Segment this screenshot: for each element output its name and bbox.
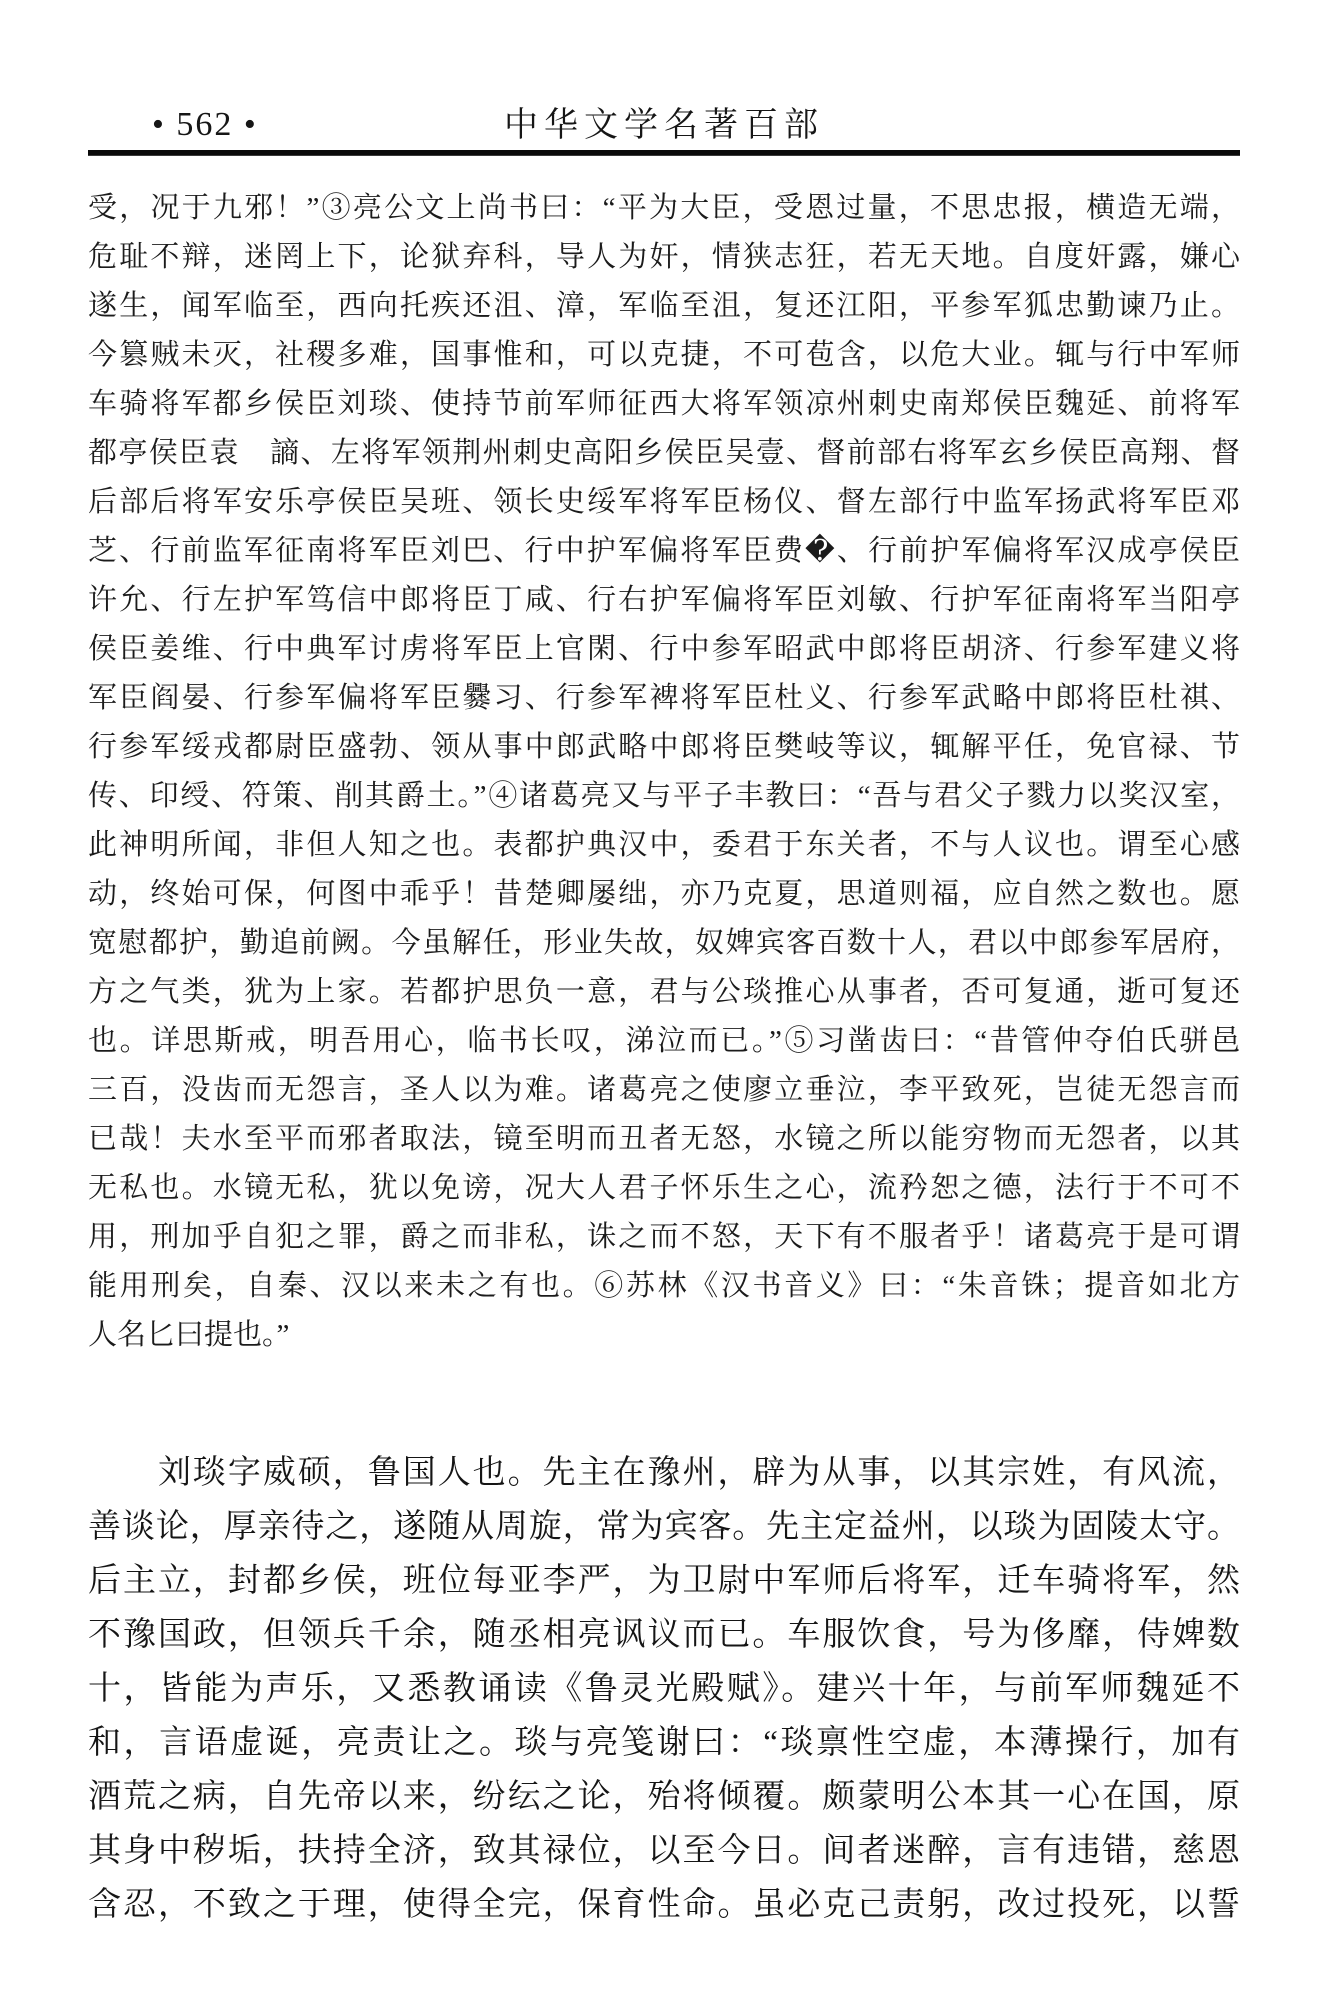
text-line: 侯臣姜维、行中典军讨虏将军臣上官閑、行中参军昭武中郎将臣胡济、行参军建义将 — [88, 633, 1240, 665]
text-line: 此神明所闻，非但人知之也。表都护典汉中，委君于东关者，不与人议也。谓至心感 — [88, 829, 1240, 861]
text-line: 今篡贼未灭，社稷多难，国事惟和，可以克捷，不可苞含，以危大业。辄与行中军师 — [88, 339, 1240, 371]
text-line: 刘琰字威硕，鲁国人也。先主在豫州，辟为从事，以其宗姓，有风流， — [88, 1455, 1240, 1491]
text-line: 许允、行左护军笃信中郎将臣丁咸、行右护军偏将军臣刘敏、行护军征南将军当阳亭 — [88, 584, 1240, 616]
text-line: 传、印绶、符策、削其爵土。”④诸葛亮又与平子丰教曰：“吾与君父子戮力以奖汉室， — [88, 780, 1240, 812]
text-line: 三百，没齿而无怨言，圣人以为难。诸葛亮之使廖立垂泣，李平致死，岂徒无怨言而 — [88, 1074, 1240, 1106]
text-line: 和，言语虚诞，亮责让之。琰与亮笺谢曰：“琰禀性空虚，本薄操行，加有 — [88, 1725, 1240, 1761]
text-line: 其身中秽垢，扶持全济，致其禄位，以至今日。间者迷醉，言有违错，慈恩 — [88, 1833, 1240, 1869]
text-line: 也。详思斯戒，明吾用心，临书长叹，涕泣而已。”⑤习凿齿曰：“昔管仲夺伯氏骈邑 — [88, 1025, 1240, 1057]
book-title: 中华文学名著百部 — [504, 107, 824, 144]
text-line: 军臣阎晏、行参军偏将军臣爨习、行参军裨将军臣杜义、行参军武略中郎将臣杜祺、 — [88, 682, 1240, 714]
text-line: 芝、行前监军征南将军臣刘巴、行中护军偏将军臣费�、行前护军偏将军汉成亭侯臣 — [88, 535, 1240, 567]
text-line: 能用刑矣，自秦、汉以来未之有也。⑥苏林《汉书音义》曰：“朱音铢；提音如北方 — [88, 1270, 1240, 1302]
text-line: 都亭侯臣袁 謪、左将军领荆州刺史高阳乡侯臣吴壹、督前部右将军玄乡侯臣高翔、督 — [88, 437, 1240, 469]
text-line: 善谈论，厚亲待之，遂随从周旋，常为宾客。先主定益州，以琰为固陵太守。 — [88, 1509, 1240, 1545]
text-line: 酒荒之病，自先帝以来，纷纭之论，殆将倾覆。颇蒙明公本其一心在国，原 — [88, 1779, 1240, 1815]
text-line: 动，终始可保，何图中乖乎！昔楚卿屡绌，亦乃克夏，思道则福，应自然之数也。愿 — [88, 878, 1240, 910]
text-line: 后部后将军安乐亭侯臣吴班、领长史绥军将军臣杨仪、督左部行中监军扬武将军臣邓 — [88, 486, 1240, 518]
annotation-block — [88, 184, 1240, 1360]
page-number: • 562 • — [152, 106, 258, 143]
text-line: 危耻不辩，迷罔上下，论狱弃科，导人为奸，情狭志狂，若无天地。自度奸露，嫌心 — [88, 241, 1240, 273]
page-header — [88, 92, 1240, 146]
header-divider — [88, 150, 1240, 156]
text-line: 人名匕曰提也。” — [88, 1319, 290, 1351]
text-line: 车骑将军都乡侯臣刘琰、使持节前军师征西大将军领凉州刺史南郑侯臣魏延、前将军 — [88, 388, 1240, 420]
text-line: 十，皆能为声乐，又悉教诵读《鲁灵光殿赋》。建兴十年，与前军师魏延不 — [88, 1671, 1240, 1707]
text-line: 遂生，闻军临至，西向托疾还沮、漳，军临至沮，复还江阳，平参军狐忠勤谏乃止。 — [88, 290, 1240, 322]
text-line: 受，况于九邪！”③亮公文上尚书曰：“平为大臣，受恩过量，不思忠报，横造无端， — [88, 192, 1240, 224]
text-line: 方之气类，犹为上家。若都护思负一意，君与公琰推心从事者，否可复通，逝可复还 — [88, 976, 1240, 1008]
text-line: 不豫国政，但领兵千余，随丞相亮讽议而已。车服饮食，号为侈靡，侍婢数 — [88, 1617, 1240, 1653]
text-line: 用，刑加乎自犯之罪，爵之而非私，诛之而不怒，天下有不服者乎！诸葛亮于是可谓 — [88, 1221, 1240, 1253]
main-text-block — [88, 1446, 1240, 1932]
text-line: 已哉！夫水至平而邪者取法，镜至明而丑者无怒，水镜之所以能穷物而无怨者，以其 — [88, 1123, 1240, 1155]
text-line: 后主立，封都乡侯，班位每亚李严，为卫尉中军师后将军，迁车骑将军，然 — [88, 1563, 1240, 1599]
text-line: 宽慰都护，勤追前阙。今虽解任，形业失故，奴婢宾客百数十人，君以中郎参军居府， — [88, 927, 1240, 959]
text-line: 无私也。水镜无私，犹以免谤，况大人君子怀乐生之心，流矜恕之德，法行于不可不 — [88, 1172, 1240, 1204]
text-line: 含忍，不致之于理，使得全完，保育性命。虽必克己责躬，改过投死，以誓 — [88, 1887, 1240, 1923]
text-line: 行参军绥戎都尉臣盛勃、领从事中郎武略中郎将臣樊岐等议，辄解平任，免官禄、节 — [88, 731, 1240, 763]
